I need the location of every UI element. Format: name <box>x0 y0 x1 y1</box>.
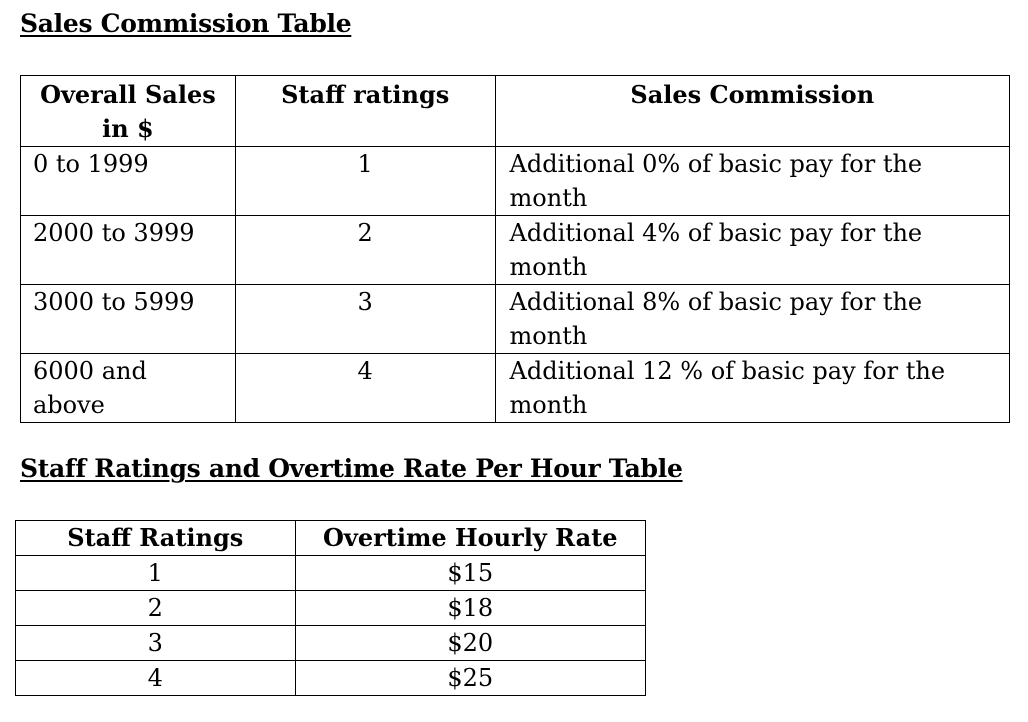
table-row <box>16 591 646 626</box>
rate-cell: $15 <box>295 556 645 591</box>
table-row <box>21 147 1010 216</box>
table-header-row <box>21 76 1010 147</box>
table-row <box>16 556 646 591</box>
rating-cell: 1 <box>235 147 495 216</box>
sales-range-cell: 0 to 1999 <box>21 147 236 216</box>
sales-commission-table <box>20 75 1010 423</box>
rating-cell: 2 <box>16 591 296 626</box>
sales-commission-heading: Sales Commission Table <box>20 9 352 38</box>
rate-cell: $25 <box>295 661 645 696</box>
overtime-rate-table <box>15 520 646 696</box>
rating-cell: 4 <box>16 661 296 696</box>
commission-cell: Additional 12 % of basic pay for the month <box>495 354 1009 423</box>
sales-range-cell: 2000 to 3999 <box>21 216 236 285</box>
rating-cell: 3 <box>235 285 495 354</box>
rating-cell: 2 <box>235 216 495 285</box>
table-row <box>16 626 646 661</box>
table-row <box>21 216 1010 285</box>
sales-range-cell: 6000 and above <box>21 354 236 423</box>
sales-range-cell: 3000 to 5999 <box>21 285 236 354</box>
rate-cell: $18 <box>295 591 645 626</box>
rating-cell: 3 <box>16 626 296 661</box>
table-row <box>21 285 1010 354</box>
table-row <box>16 661 646 696</box>
table-row <box>21 354 1010 423</box>
header-overall-sales: Overall Sales in $ <box>21 76 236 147</box>
header-overtime-hourly-rate: Overtime Hourly Rate <box>295 521 645 556</box>
commission-cell: Additional 4% of basic pay for the month <box>495 216 1009 285</box>
overtime-rate-heading: Staff Ratings and Overtime Rate Per Hour Table <box>20 454 683 483</box>
commission-cell: Additional 8% of basic pay for the month <box>495 285 1009 354</box>
header-staff-ratings: Staff ratings <box>235 76 495 147</box>
header-staff-ratings: Staff Ratings <box>16 521 296 556</box>
rate-cell: $20 <box>295 626 645 661</box>
header-sales-commission: Sales Commission <box>495 76 1009 147</box>
table-header-row <box>16 521 646 556</box>
commission-cell: Additional 0% of basic pay for the month <box>495 147 1009 216</box>
rating-cell: 1 <box>16 556 296 591</box>
rating-cell: 4 <box>235 354 495 423</box>
